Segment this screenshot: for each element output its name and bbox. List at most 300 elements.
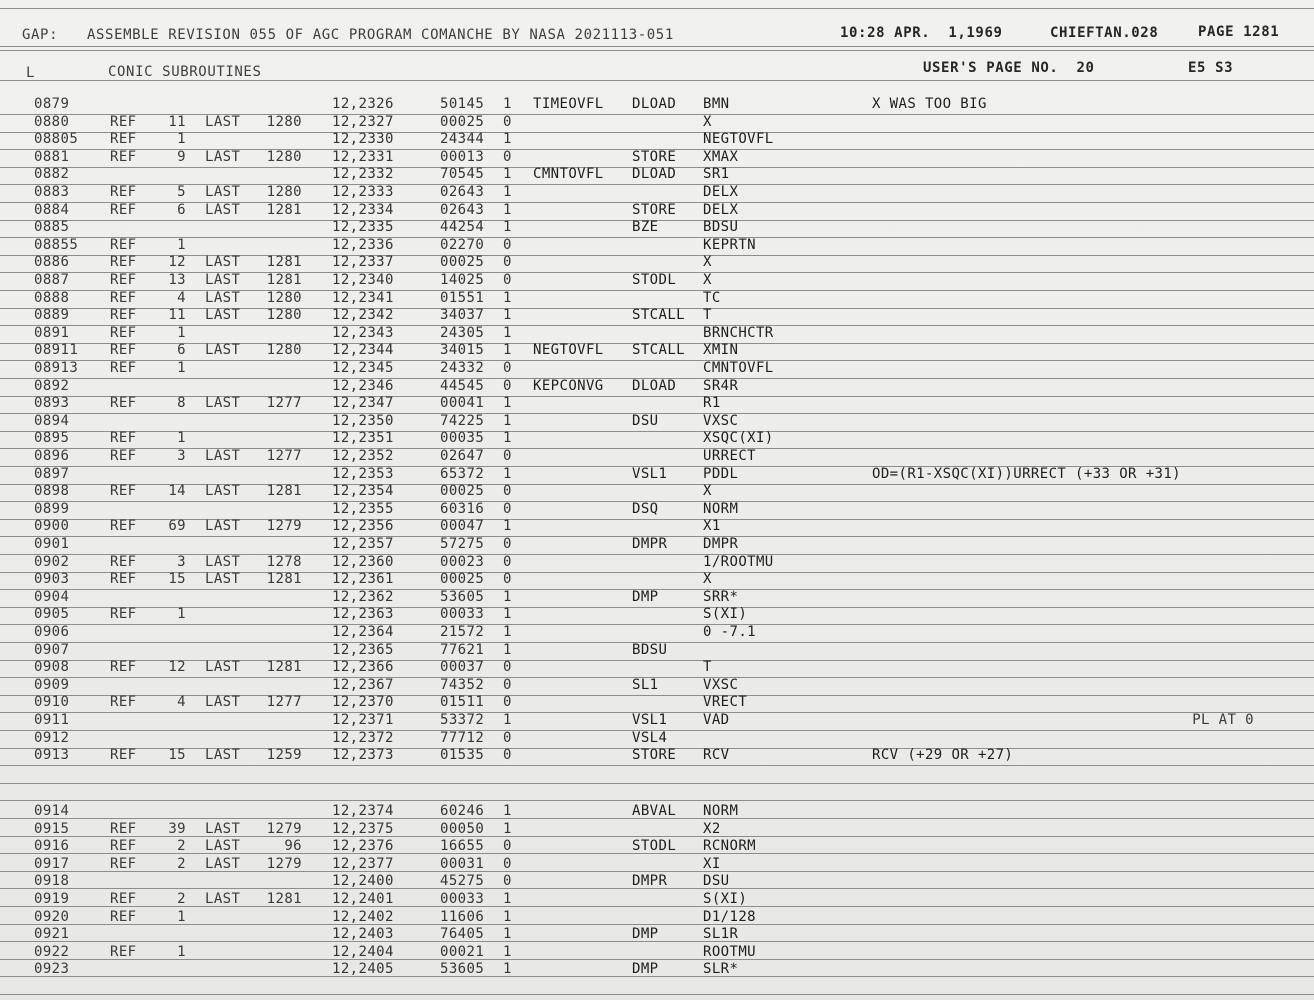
parity-bit: 1 <box>503 166 512 183</box>
parity-bit: 1 <box>503 891 512 907</box>
address: 12,2330 <box>332 131 394 148</box>
ref-count: 14 <box>168 483 186 500</box>
ref-marker: REF <box>110 148 137 165</box>
line-number: 0879 <box>34 96 70 112</box>
address: 12,2355 <box>332 500 394 517</box>
operand: KEPRTN <box>703 236 756 253</box>
octal-code: 65372 <box>440 465 485 482</box>
octal-code: 00023 <box>440 553 485 570</box>
operand: URRECT <box>703 448 756 464</box>
octal-code: 70545 <box>440 166 485 183</box>
last-page: 96 <box>284 838 302 855</box>
parity-bit: 1 <box>503 412 512 429</box>
line-number: 0881 <box>34 148 70 165</box>
parity-bit: 1 <box>503 342 512 359</box>
ref-marker: REF <box>110 342 137 359</box>
last-marker: LAST <box>205 184 241 200</box>
opcode: VSL1 <box>632 712 668 728</box>
parity-bit: 1 <box>503 943 512 960</box>
octal-code: 00025 <box>440 483 485 500</box>
parity-bit: 0 <box>503 659 512 676</box>
users-page-number: USER'S PAGE NO. 20 <box>923 60 1095 76</box>
opcode: BDSU <box>632 641 668 658</box>
operand: VRECT <box>703 694 748 711</box>
address: 12,2366 <box>332 659 394 676</box>
line-number: 0882 <box>34 166 70 183</box>
parity-bit: 1 <box>503 961 512 978</box>
parity-bit: 0 <box>503 729 512 746</box>
last-marker: LAST <box>205 342 241 359</box>
listing-row <box>0 483 1314 501</box>
line-number: 0909 <box>34 676 70 693</box>
last-marker: LAST <box>205 113 241 130</box>
listing-row <box>0 554 1314 572</box>
octal-code: 34037 <box>440 307 485 324</box>
parity-bit: 1 <box>503 803 512 819</box>
octal-code: 02647 <box>440 448 485 464</box>
operand: NORM <box>703 803 739 819</box>
ref-count: 15 <box>168 571 186 588</box>
parity-bit: 0 <box>503 272 512 288</box>
octal-code: 02643 <box>440 184 485 200</box>
line-number: 0901 <box>34 536 70 552</box>
last-marker: LAST <box>205 891 241 907</box>
assembly-title: ASSEMBLE REVISION 055 OF AGC PROGRAM COMANCHE BY NASA 2021113-051 <box>87 27 674 43</box>
octal-code: 01535 <box>440 747 485 764</box>
operand: XSQC(XI) <box>703 430 774 447</box>
address: 12,2365 <box>332 641 394 658</box>
octal-code: 21572 <box>440 624 485 640</box>
address: 12,2360 <box>332 553 394 570</box>
address: 12,2327 <box>332 113 394 130</box>
address: 12,2404 <box>332 943 394 960</box>
address: 12,2356 <box>332 518 394 535</box>
rule-line <box>0 783 1314 784</box>
last-marker: LAST <box>205 855 241 872</box>
gap-label: GAP: <box>22 27 59 43</box>
parity-bit: 1 <box>503 219 512 236</box>
block-id: E5 S3 <box>1188 60 1234 76</box>
address: 12,2351 <box>332 430 394 447</box>
address: 12,2346 <box>332 377 394 394</box>
parity-bit: 0 <box>503 236 512 253</box>
ref-count: 12 <box>168 659 186 676</box>
parity-bit: 0 <box>503 377 512 394</box>
last-marker: LAST <box>205 518 241 535</box>
address: 12,2364 <box>332 624 394 640</box>
line-number: 0897 <box>34 465 70 482</box>
rule-line <box>0 46 1314 47</box>
address: 12,2376 <box>332 838 394 855</box>
ref-marker: REF <box>110 272 137 288</box>
address: 12,2334 <box>332 201 394 218</box>
last-page: 1281 <box>266 201 302 218</box>
line-number: 0884 <box>34 201 70 218</box>
octal-code: 01511 <box>440 694 485 711</box>
line-number: 0920 <box>34 908 70 925</box>
address: 12,2350 <box>332 412 394 429</box>
operand: SLR* <box>703 961 739 978</box>
address: 12,2354 <box>332 483 394 500</box>
last-marker: LAST <box>205 553 241 570</box>
rule-line <box>0 765 1314 766</box>
operand: S(XI) <box>703 891 748 907</box>
last-marker: LAST <box>205 571 241 588</box>
line-number: 08805 <box>34 131 79 148</box>
octal-code: 60246 <box>440 803 485 819</box>
ref-marker: REF <box>110 747 137 764</box>
parity-bit: 1 <box>503 624 512 640</box>
octal-code: 00033 <box>440 891 485 907</box>
line-number: 0923 <box>34 961 70 978</box>
address: 12,2405 <box>332 961 394 978</box>
line-number: 0912 <box>34 729 70 746</box>
ref-count: 1 <box>177 360 186 376</box>
ref-count: 13 <box>168 272 186 288</box>
line-number: 08855 <box>34 236 79 253</box>
last-page: 1281 <box>266 571 302 588</box>
octal-code: 76405 <box>440 926 485 943</box>
operand: DELX <box>703 184 739 200</box>
ref-marker: REF <box>110 113 137 130</box>
symbol-label: NEGTOVFL <box>533 342 604 359</box>
address: 12,2370 <box>332 694 394 711</box>
octal-code: 01551 <box>440 289 485 306</box>
line-number: 0921 <box>34 926 70 943</box>
ref-count: 3 <box>177 448 186 464</box>
operand: TC <box>703 289 721 306</box>
ref-marker: REF <box>110 908 137 925</box>
listing-row <box>0 536 1314 554</box>
listing-row <box>0 909 1314 927</box>
ref-count: 1 <box>177 908 186 925</box>
last-marker: LAST <box>205 201 241 218</box>
octal-code: 53372 <box>440 712 485 728</box>
address: 12,2371 <box>332 712 394 728</box>
parity-bit: 1 <box>503 201 512 218</box>
listing-row <box>0 730 1314 748</box>
timestamp: 10:28 APR. 1,1969 <box>840 25 1003 41</box>
operand: RCNORM <box>703 838 756 855</box>
operand: SR1 <box>703 166 730 183</box>
parity-bit: 0 <box>503 254 512 271</box>
address: 12,2341 <box>332 289 394 306</box>
listing-row <box>0 448 1314 466</box>
parity-bit: 0 <box>503 536 512 552</box>
last-marker: LAST <box>205 272 241 288</box>
ref-count: 1 <box>177 131 186 148</box>
listing-row <box>0 360 1314 378</box>
parity-bit: 1 <box>503 820 512 837</box>
line-number: 0908 <box>34 659 70 676</box>
line-number: 0888 <box>34 289 70 306</box>
listing-row <box>0 694 1314 712</box>
ref-marker: REF <box>110 571 137 588</box>
listing-row <box>0 202 1314 220</box>
last-page: 1281 <box>266 659 302 676</box>
listing-row <box>0 342 1314 360</box>
parity-bit: 0 <box>503 483 512 500</box>
parity-bit: 0 <box>503 838 512 855</box>
address: 12,2336 <box>332 236 394 253</box>
parity-bit: 0 <box>503 747 512 764</box>
address: 12,2340 <box>332 272 394 288</box>
operand: BRNCHCTR <box>703 324 774 341</box>
ref-marker: REF <box>110 838 137 855</box>
address: 12,2375 <box>332 820 394 837</box>
last-marker: LAST <box>205 820 241 837</box>
line-number: 0880 <box>34 113 70 130</box>
parity-bit: 0 <box>503 553 512 570</box>
operand: DMPR <box>703 536 739 552</box>
octal-code: 60316 <box>440 500 485 517</box>
line-number: 0892 <box>34 377 70 394</box>
ref-marker: REF <box>110 553 137 570</box>
ref-count: 2 <box>177 838 186 855</box>
octal-code: 00047 <box>440 518 485 535</box>
page-number: PAGE 1281 <box>1198 24 1280 40</box>
listing-row <box>0 606 1314 624</box>
opcode: ABVAL <box>632 803 677 819</box>
ref-count: 8 <box>177 395 186 412</box>
listing-row <box>0 677 1314 695</box>
listing-row <box>0 325 1314 343</box>
parity-bit: 1 <box>503 96 512 112</box>
last-page: 1280 <box>266 342 302 359</box>
octal-code: 00037 <box>440 659 485 676</box>
log-section-marker: L <box>26 65 36 81</box>
ref-marker: REF <box>110 694 137 711</box>
line-number: 08911 <box>34 342 79 359</box>
opcode: VSL4 <box>632 729 668 746</box>
line-number: 0914 <box>34 803 70 819</box>
octal-code: 00031 <box>440 855 485 872</box>
parity-bit: 0 <box>503 676 512 693</box>
line-number: 0904 <box>34 588 70 605</box>
parity-bit: 0 <box>503 571 512 588</box>
address: 12,2347 <box>332 395 394 412</box>
last-page: 1280 <box>266 289 302 306</box>
listing-row <box>0 856 1314 874</box>
last-page: 1259 <box>266 747 302 764</box>
ref-marker: REF <box>110 659 137 676</box>
operand: RCV <box>703 747 730 764</box>
listing-row <box>0 166 1314 184</box>
ref-count: 4 <box>177 289 186 306</box>
ref-marker: REF <box>110 324 137 341</box>
line-number: 0915 <box>34 820 70 837</box>
ref-marker: REF <box>110 289 137 306</box>
ref-marker: REF <box>110 307 137 324</box>
ref-count: 1 <box>177 324 186 341</box>
octal-code: 00025 <box>440 254 485 271</box>
ref-marker: REF <box>110 201 137 218</box>
octal-code: 24332 <box>440 360 485 376</box>
operand: X <box>703 272 712 288</box>
operand: NORM <box>703 500 739 517</box>
listing-row <box>0 944 1314 962</box>
listing-row <box>0 290 1314 308</box>
octal-code: 00025 <box>440 571 485 588</box>
last-marker: LAST <box>205 747 241 764</box>
opcode: DSQ <box>632 500 659 517</box>
listing-row <box>0 821 1314 839</box>
operand: D1/128 <box>703 908 756 925</box>
ref-count: 3 <box>177 553 186 570</box>
line-number: 0885 <box>34 219 70 236</box>
listing-row <box>0 413 1314 431</box>
address: 12,2344 <box>332 342 394 359</box>
parity-bit: 0 <box>503 873 512 890</box>
parity-bit: 1 <box>503 908 512 925</box>
ref-count: 15 <box>168 747 186 764</box>
opcode: SL1 <box>632 676 659 693</box>
operand: XI <box>703 855 721 872</box>
address: 12,2401 <box>332 891 394 907</box>
listing-row <box>0 96 1314 114</box>
ref-count: 2 <box>177 891 186 907</box>
opcode: DMP <box>632 588 659 605</box>
line-number: 0905 <box>34 606 70 623</box>
last-page: 1279 <box>266 518 302 535</box>
symbol-label: CMNTOVFL <box>533 166 604 183</box>
parity-bit: 1 <box>503 289 512 306</box>
parity-bit: 0 <box>503 148 512 165</box>
opcode: DSU <box>632 412 659 429</box>
line-number: 0896 <box>34 448 70 464</box>
operand: CMNTOVFL <box>703 360 774 376</box>
octal-code: 14025 <box>440 272 485 288</box>
last-page: 1279 <box>266 855 302 872</box>
operand: XMIN <box>703 342 739 359</box>
operand: SRR* <box>703 588 739 605</box>
ref-marker: REF <box>110 236 137 253</box>
listing-row <box>0 926 1314 944</box>
last-page: 1277 <box>266 395 302 412</box>
octal-code: 77621 <box>440 641 485 658</box>
octal-code: 50145 <box>440 96 485 112</box>
last-marker: LAST <box>205 838 241 855</box>
opcode: DLOAD <box>632 166 677 183</box>
opcode: STODL <box>632 272 677 288</box>
address: 12,2332 <box>332 166 394 183</box>
listing-row <box>0 378 1314 396</box>
last-page: 1279 <box>266 820 302 837</box>
last-page: 1280 <box>266 307 302 324</box>
parity-bit: 1 <box>503 184 512 200</box>
ref-count: 1 <box>177 606 186 623</box>
operand: 1/ROOTMU <box>703 553 774 570</box>
opcode: DMP <box>632 961 659 978</box>
operand: VXSC <box>703 412 739 429</box>
address: 12,2377 <box>332 855 394 872</box>
ref-count: 5 <box>177 184 186 200</box>
last-page: 1281 <box>266 483 302 500</box>
ref-marker: REF <box>110 254 137 271</box>
opcode: DMPR <box>632 536 668 552</box>
listing-row <box>0 589 1314 607</box>
listing-row <box>0 624 1314 642</box>
parity-bit: 0 <box>503 448 512 464</box>
octal-code: 00035 <box>440 430 485 447</box>
operand: SL1R <box>703 926 739 943</box>
line-number: 0902 <box>34 553 70 570</box>
line-number: 0899 <box>34 500 70 517</box>
section-title: CONIC SUBROUTINES <box>108 64 262 80</box>
ref-count: 1 <box>177 236 186 253</box>
ref-count: 69 <box>168 518 186 535</box>
line-number: 0895 <box>34 430 70 447</box>
operand: NEGTOVFL <box>703 131 774 148</box>
ref-count: 12 <box>168 254 186 271</box>
operand: 0 -7.1 <box>703 624 756 640</box>
listing-row <box>0 184 1314 202</box>
ref-marker: REF <box>110 395 137 412</box>
octal-code: 53605 <box>440 588 485 605</box>
parity-bit: 1 <box>503 430 512 447</box>
ref-marker: REF <box>110 820 137 837</box>
opcode: STCALL <box>632 342 685 359</box>
listing-row <box>0 712 1314 730</box>
line-number: 0894 <box>34 412 70 429</box>
opcode: DLOAD <box>632 377 677 394</box>
line-number: 08913 <box>34 360 79 376</box>
ref-marker: REF <box>110 131 137 148</box>
octal-code: 44254 <box>440 219 485 236</box>
octal-code: 57275 <box>440 536 485 552</box>
octal-code: 02270 <box>440 236 485 253</box>
octal-code: 00025 <box>440 113 485 130</box>
address: 12,2373 <box>332 747 394 764</box>
address: 12,2357 <box>332 536 394 552</box>
address: 12,2374 <box>332 803 394 819</box>
listing-row <box>0 219 1314 237</box>
operand: XMAX <box>703 148 739 165</box>
last-marker: LAST <box>205 483 241 500</box>
ref-marker: REF <box>110 518 137 535</box>
last-marker: LAST <box>205 289 241 306</box>
last-marker: LAST <box>205 307 241 324</box>
rule-line <box>0 80 1314 81</box>
ref-marker: REF <box>110 943 137 960</box>
right-annotation: PL AT 0 <box>1192 712 1254 728</box>
line-number: 0889 <box>34 307 70 324</box>
line-number: 0910 <box>34 694 70 711</box>
last-marker: LAST <box>205 395 241 412</box>
address: 12,2363 <box>332 606 394 623</box>
address: 12,2343 <box>332 324 394 341</box>
ref-marker: REF <box>110 855 137 872</box>
last-page: 1280 <box>266 148 302 165</box>
last-marker: LAST <box>205 254 241 271</box>
rule-line <box>0 8 1314 9</box>
address: 12,2337 <box>332 254 394 271</box>
parity-bit: 0 <box>503 855 512 872</box>
last-page: 1281 <box>266 272 302 288</box>
operand: X2 <box>703 820 721 837</box>
symbol-label: TIMEOVFL <box>533 96 604 112</box>
comment: OD=(R1-XSQC(XI))URRECT (+33 OR +31) <box>872 465 1182 482</box>
line-number: 0919 <box>34 891 70 907</box>
octal-code: 00013 <box>440 148 485 165</box>
listing-row <box>0 307 1314 325</box>
listing-id: CHIEFTAN.028 <box>1050 25 1159 41</box>
operand: SR4R <box>703 377 739 394</box>
listing-row <box>0 430 1314 448</box>
listing-row <box>0 466 1314 484</box>
octal-code: 00021 <box>440 943 485 960</box>
listing-row <box>0 395 1314 413</box>
